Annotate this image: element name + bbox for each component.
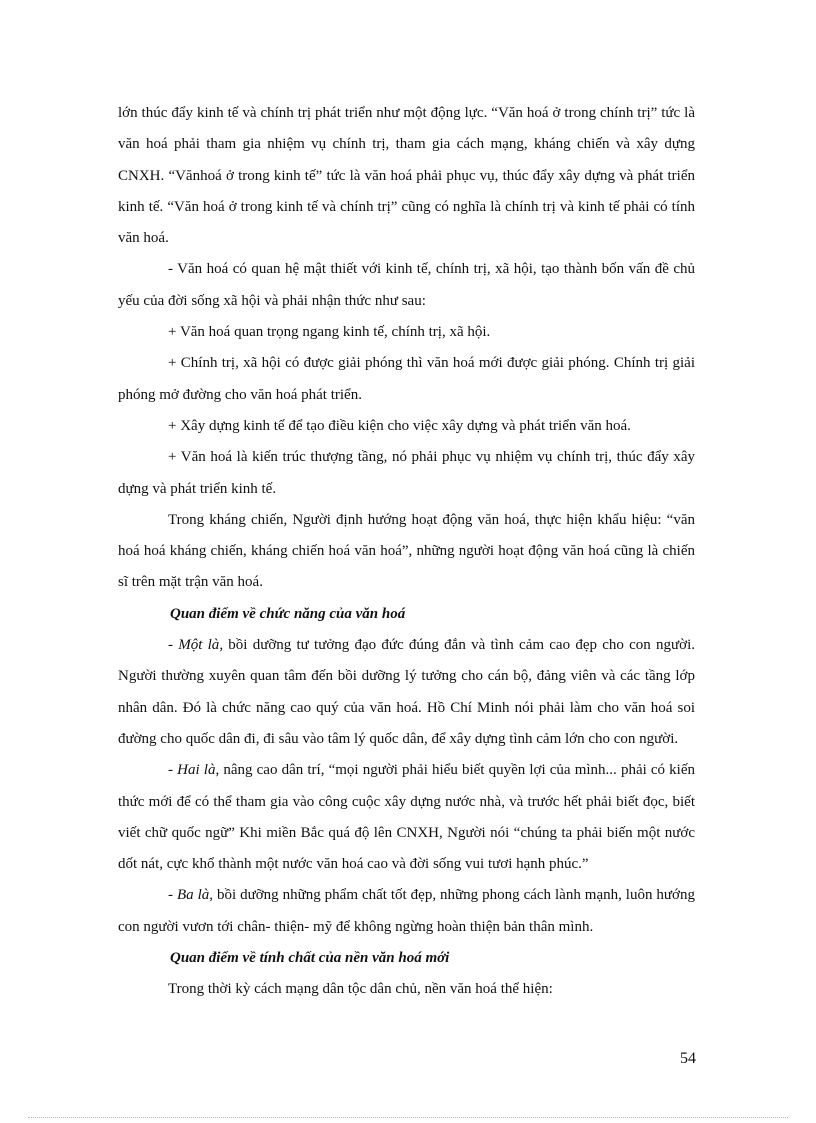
paragraph-text: , bồi dưỡng tư tưởng đạo đức đúng đắn và tình cảm cao đẹp cho con người. Người thường xuyên quan tâm đến bồi dưỡng lý tưởng cho cán bộ, đảng viên và các tầng lớp nhân dân. Đó là chức năng cao quý của văn hoá. Hồ Chí Minh nói phải làm cho văn hoá soi đường cho quốc dân đi, đi sâu vào tâm lý quốc dân, để xây dựng tình cảm lớn cho con người. [118, 637, 695, 747]
paragraph-resistance-slogan: Trong kháng chiến, Người định hướng hoạt động văn hoá, thực hiện khẩu hiệu: “văn hoá hoá kháng chiến, kháng chiến hoá văn hoá”, những người hoạt động văn hoá cũng là chiến sĩ trên mặt trận văn hoá. [118, 511, 695, 591]
list-item-political-liberation: + Chính trị, xã hội có được giải phóng thì văn hoá mới được giải phóng. Chính trị giải phóng mở đường cho văn hoá phát triển. [118, 355, 695, 403]
ordinal-label: Một là [178, 637, 220, 654]
ordinal-label: Hai là [177, 762, 216, 779]
list-prefix: - [168, 762, 178, 779]
page-body [118, 98, 695, 1006]
page-number: 54 [680, 1050, 696, 1067]
section-heading-character: Quan điểm về tính chất của nền văn hoá mới [170, 950, 450, 967]
paragraph-continuation: lớn thúc đẩy kinh tế và chính trị phát triển như một động lực. “Văn hoá ở trong chính trị” tức là văn hoá phải tham gia nhiệm vụ chính trị, tham gia cách mạng, kháng chiến và xây dựng CNXH. “Vănhoá ở trong kinh tế” tức là văn hoá phải phục vụ, thúc đẩy xây dựng và phát triển kinh tế. “Văn hoá ở trong kinh tế và chính trị” cũng có nghĩa là chính trị và kinh tế phải có tính văn hoá. [118, 105, 695, 247]
paragraph-function-three [118, 880, 695, 943]
paragraph-culture-relations: - Văn hoá có quan hệ mật thiết với kinh tế, chính trị, xã hội, tạo thành bốn vấn đề chủ yếu của đời sống xã hội và phải nhận thức như sau: [118, 261, 695, 309]
list-item-superstructure: + Văn hoá là kiến trúc thượng tầng, nó phải phục vụ nhiệm vụ chính trị, thúc đẩy xây dựng và phát triển kinh tế. [118, 449, 695, 497]
ordinal-label: Ba là [176, 887, 210, 904]
list-prefix: - [168, 887, 177, 904]
list-prefix: - [168, 637, 179, 654]
paragraph-function-one [118, 630, 695, 755]
list-item-equal-importance: + Văn hoá quan trọng ngang kinh tế, chính trị, xã hội. [168, 324, 491, 341]
paragraph-revolution-period: Trong thời kỳ cách mạng dân tộc dân chủ, nền văn hoá thể hiện: [168, 981, 553, 998]
page-bottom-divider [28, 1117, 788, 1118]
paragraph-text: , nâng cao dân trí, “mọi người phải hiểu biết quyền lợi của mình... phải có kiến thức mới để có thể tham gia vào công cuộc xây dựng nước nhà, và trước hết phải biết đọc, biết viết chữ quốc ngữ” Khi miền Bắc quá độ lên CNXH, Người nói “chúng ta phải biến một nước dốt nát, cực khổ thành một nước văn hoá cao và đời sống vui tươi hạnh phúc.” [118, 762, 696, 873]
section-heading-functions: Quan điểm về chức năng của văn hoá [170, 605, 406, 622]
paragraph-function-two [118, 755, 695, 880]
paragraph-text: , bồi dưỡng những phẩm chất tốt đẹp, những phong cách lành mạnh, luôn hướng con người vươn tới chân- thiện- mỹ để không ngừng hoàn thiện bản thân mình. [118, 887, 695, 935]
list-item-economic-conditions: + Xây dựng kinh tế để tạo điều kiện cho việc xây dựng và phát triển văn hoá. [168, 417, 631, 434]
